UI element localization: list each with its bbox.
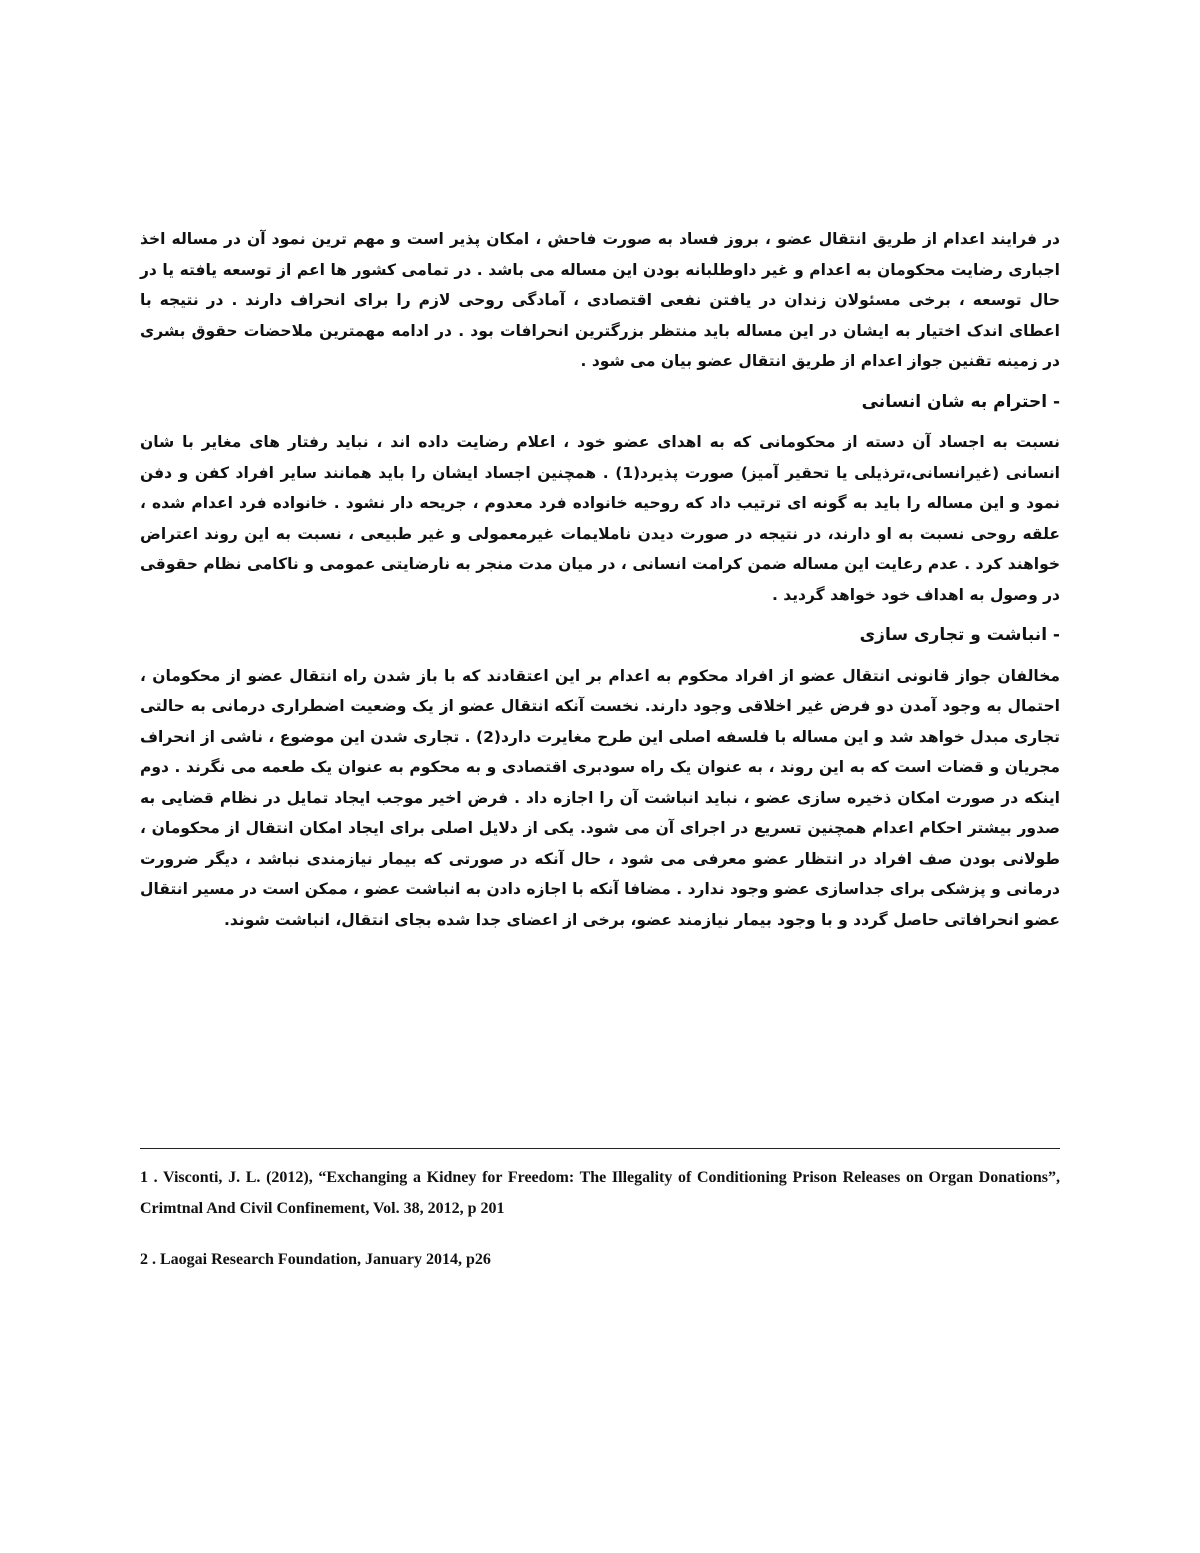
footnote-2: 2 . Laogai Research Foundation, January 2014, p26 xyxy=(140,1251,491,1268)
paragraph-human-dignity: نسبت به اجساد آن دسته از محکومانی که به اهدای عضو خود ، اعلام رضایت داده اند ، نباید رفتار های مغایر با شان انسانی (غیرانسانی،ترذیلی یا تحقیر آمیز) صورت پذیرد(1) . همچنین اجساد ایشان را باید همانند سایر افراد کفن و دفن نمود و این مساله را باید به گونه ای ترتیب داد که روحیه خانواده فرد معدوم ، جریحه دار نشود . خانواده فرد اعدام شده ، علقه روحی نسبت به او دارند، در نتیجه در صورت دیدن ناملایمات غیرمعمولی و غیر طبیعی ، نسبت به این روند اعتراض خواهند کرد . عدم رعایت این مساله ضمن کرامت انسانی ، در میان مدت منجر به نارضایتی عمومی و ناکامی نظام حقوقی در وصول به اهداف خود خواهد گردید . xyxy=(140,433,1060,604)
footnotes xyxy=(140,1162,1060,1295)
paragraph-intro: در فرایند اعدام از طریق انتقال عضو ، بروز فساد به صورت فاحش ، امکان پذیر است و مهم ترین نمود آن در مساله اخذ اجباری رضایت محکومان به اعدام و غیر داوطلبانه بودن این مساله می باشد . در تمامی کشور ها اعم از توسعه یافته یا در حال توسعه ، برخی مسئولان زندان در یافتن نفعی اقتصادی ، آمادگی روحی لازم را برای انحراف دارند . در نتیجه با اعطای اندک اختیار به ایشان در این مساله باید منتظر بزرگترین انحرافات بود . در ادامه مهمترین ملاحضات حقوق بشری در زمینه تقنین جواز اعدام از طریق انتقال عضو بیان می شود . xyxy=(140,230,1060,370)
main-text xyxy=(140,224,1060,935)
heading-accumulation-commercialization: - انباشت و تجاری سازی xyxy=(859,625,1060,645)
paragraph-accumulation-commercialization: مخالفان جواز قانونی انتقال عضو از افراد محکوم به اعدام بر این اعتقادند که با باز شدن راه انتقال عضو از محکومان ، احتمال به وجود آمدن دو فرض غیر اخلاقی وجود دارند. نخست آنکه انتقال عضو از یک وضعیت اضطراری درمانی به حالتی تجاری مبدل خواهد شد و این مساله با فلسفه اصلی این طرح مغایرت دارد(2) . تجاری شدن این موضوع ، ناشی از انحراف مجریان و قضات است که به این روند ، به عنوان یک راه سودبری اقتصادی و به محکوم به عنوان یک طعمه می نگرند . دوم اینکه در صورت امکان ذخیره سازی عضو ، نباید انباشت آن را اجازه داد . فرض اخیر موجب ایجاد تمایل در نظام قضایی به صدور بیشتر احکام اعدام همچنین تسریع در اجرای آن می شود. یکی از دلایل اصلی برای ایجاد امکان انتقال از محکومان ، طولانی بودن صف افراد در انتظار عضو معرفی می شود ، حال آنکه در صورتی که بیمار نیازمندی نباشد ، دیگر ضرورت درمانی و پزشکی برای جداسازی عضو وجود ندارد . مضافا آنکه با اجازه دادن به انباشت عضو ، ممکن است در مسیر انتقال عضو انحرافاتی حاصل گردد و با وجود بیمار نیازمند عضو، برخی از اعضای جدا شده بجای انتقال، انباشت شوند. xyxy=(140,666,1060,929)
heading-human-dignity: - احترام به شان انسانی xyxy=(861,391,1060,412)
footnote-divider xyxy=(140,1148,1060,1149)
document-page xyxy=(140,0,1060,1553)
footnote-1: 1 . Visconti, J. L. (2012), “Exchanging a Kidney for Freedom: The Illegality of Conditioning Prison Releases on Organ Donations”, Crimtnal And Civil Confinement, Vol. 38, 2012, p 201 xyxy=(140,1169,1060,1217)
